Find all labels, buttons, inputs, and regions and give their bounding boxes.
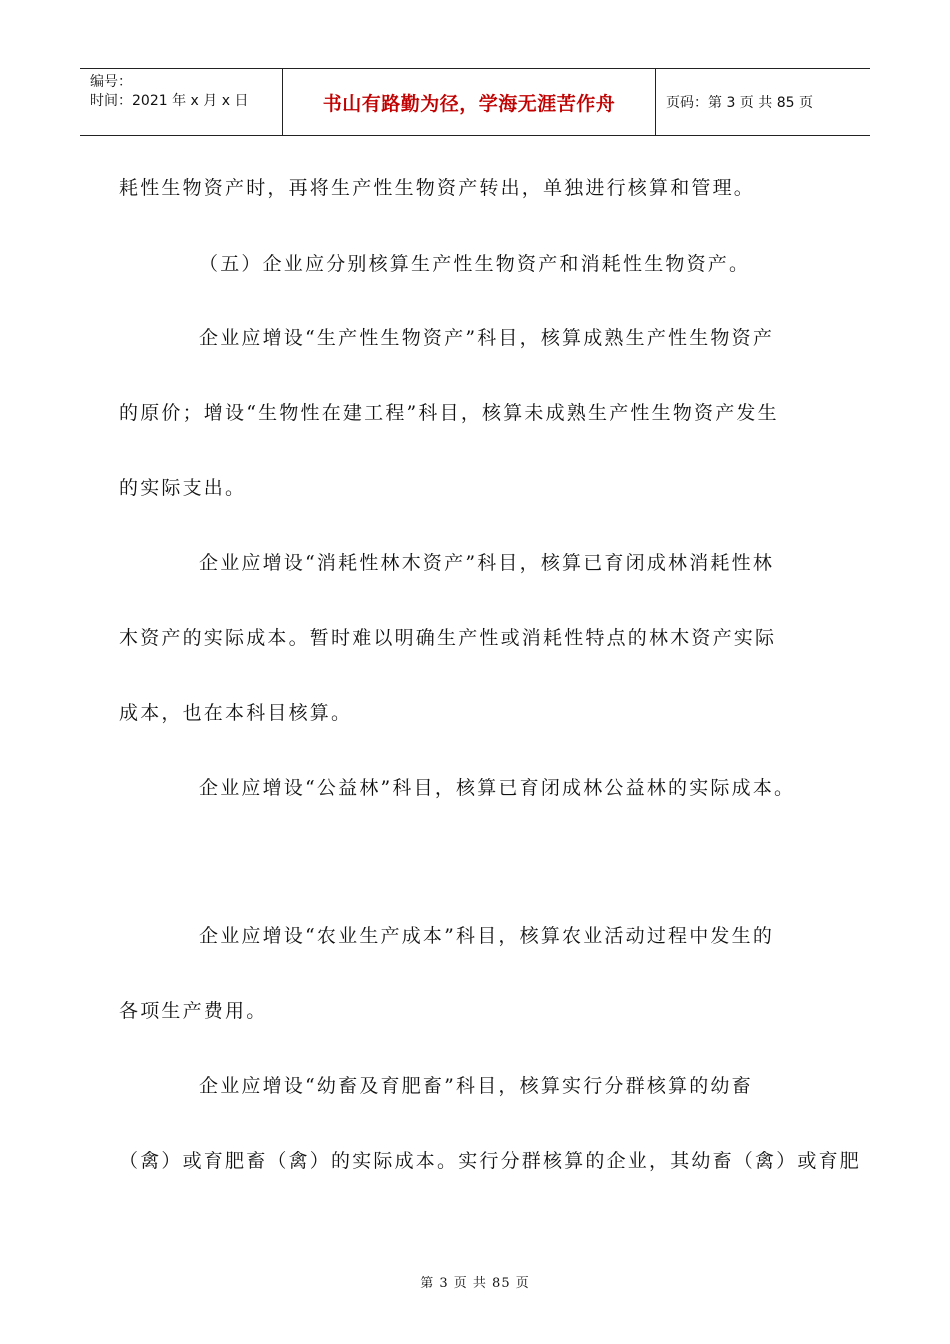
body-line: 耗性生物资产时，再将生产性生物资产转出，单独进行核算和管理。 <box>119 177 756 199</box>
body-line: （五）企业应分别核算生产性生物资产和消耗性生物资产。 <box>199 253 751 275</box>
body-line: 的原价；增设“生物性在建工程”科目，核算未成熟生产性生物资产发生 <box>119 402 779 424</box>
document-header <box>80 68 870 136</box>
header-motto-cell <box>282 69 656 135</box>
body-line: （禽）或育肥畜（禽）的实际成本。实行分群核算的企业，其幼畜（禽）或育肥 <box>119 1150 862 1172</box>
body-line: 企业应增设“生产性生物资产”科目，核算成熟生产性生物资产 <box>199 327 775 349</box>
body-line: 企业应增设“公益林”科目，核算已育闭成林公益林的实际成本。 <box>199 777 796 799</box>
motto: 书山有路勤为径，学海无涯苦作舟 <box>322 92 616 115</box>
page-label: 页码：第 3 页 共 85 页 <box>666 95 813 111</box>
body-line: 企业应增设“消耗性林木资产”科目，核算已育闭成林消耗性林 <box>199 552 775 574</box>
header-page-cell <box>656 69 870 135</box>
number-label: 编号： <box>90 74 132 90</box>
time-label: 时间：2021 年 x 月 x 日 <box>90 93 249 109</box>
body-line: 木资产的实际成本。暂时难以明确生产性或消耗性特点的林木资产实际 <box>119 627 777 649</box>
header-meta <box>80 69 282 135</box>
page-footer: 第 3 页 共 85 页 <box>420 1276 530 1291</box>
body-line: 的实际支出。 <box>119 477 247 499</box>
body-line: 成本，也在本科目核算。 <box>119 702 353 724</box>
body-line: 企业应增设“农业生产成本”科目，核算农业活动过程中发生的 <box>199 925 775 947</box>
body-line: 各项生产费用。 <box>119 1000 268 1022</box>
body-line: 企业应增设“幼畜及育肥畜”科目，核算实行分群核算的幼畜 <box>199 1075 753 1097</box>
